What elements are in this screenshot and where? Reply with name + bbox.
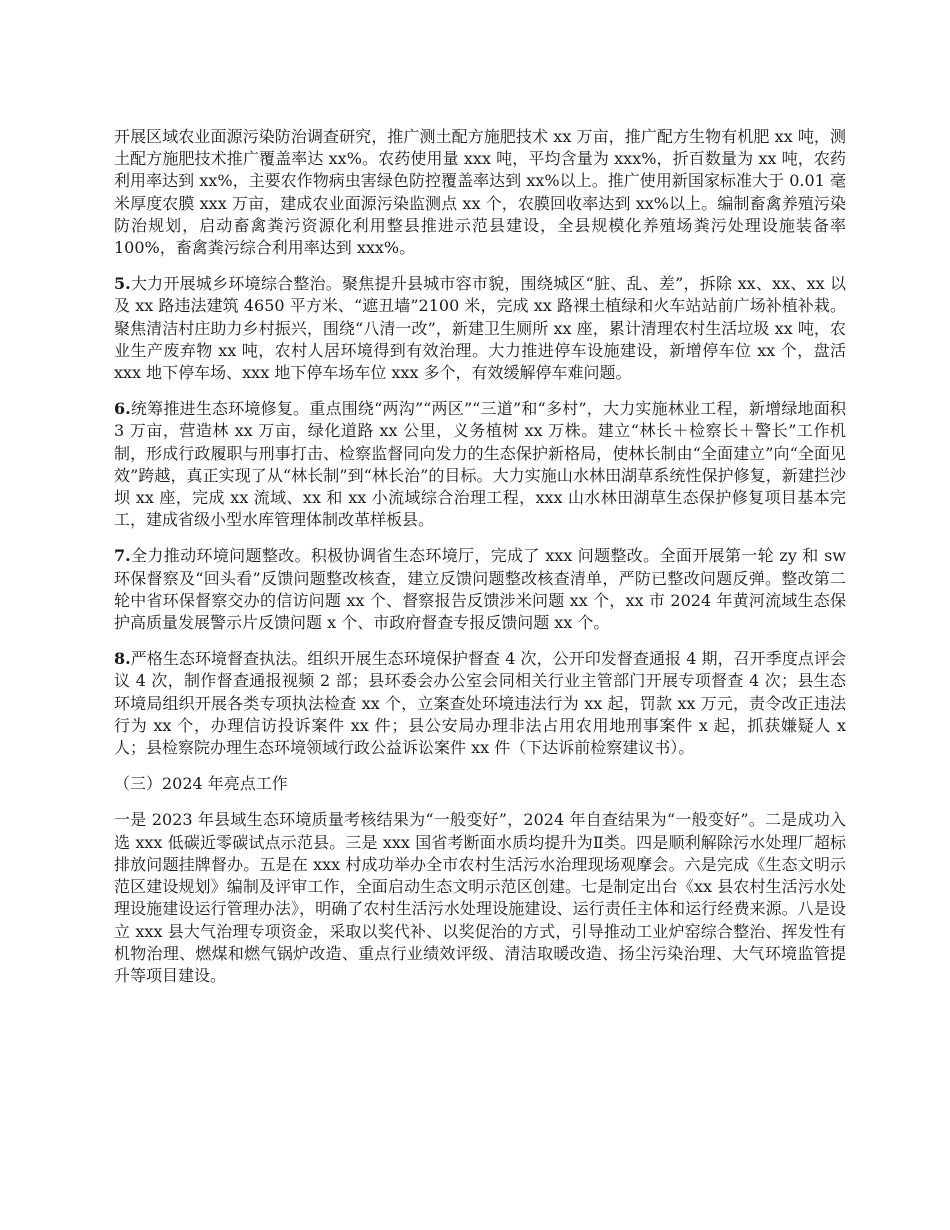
paragraph-number: 7.	[114, 546, 131, 566]
paragraph-urban-rural-remediation	[114, 273, 846, 384]
paragraph-text: 大力开展城乡环境综合整治。聚焦提升县城市容市貌，围绕城区“脏、乱、差”，拆除 xx、xx、xx 以及 xx 路违法建筑 4650 平方米、“遮丑墙”2100 米，完成 xx 路裸土植绿和火车站站前广场补植补栽。聚焦清洁村庄助力乡村振兴，围绕“八清一改”，新建卫生厕所 xx 座，累计清理农村生活垃圾 xx 吨，农业生产废弃物 xx 吨，农村人居环境得到有效治理。大力推进停车设施建设，新增停车位 xx 个，盘活 xxx 地下停车场、xxx 地下停车场车位 xxx 多个，有效缓解停车难问题。	[114, 274, 846, 383]
paragraph-text: 一是 2023 年县域生态环境质量考核结果为“一般变好”，2024 年自查结果为“一般变好”。二是成功入选 xxx 低碳近零碳试点示范县。三是 xxx 国省考断面水质均提升为Ⅱ类。四是顺利解除污水处理厂超标排放问题挂牌督办。五是在 xxx 村成功举办全市农村生活污水治理现场观摩会。六是完成《生态文明示范区建设规划》编制及评审工作，全面启动生态文明示范区创建。七是制定出台《xx 县农村生活污水处理设施建设运行管理办法》，明确了农村生活污水处理设施建设、运行责任主体和运行经费来源。八是设立 xxx 县大气治理专项资金，采取以奖代补、以奖促治的方式，引导推动工业炉窑综合整治、挥发性有机物治理、燃煤和燃气锅炉改造、重点行业绩效评级、清洁取暖改造、扬尘污染治理、大气环境监管提升等项目建设。	[114, 810, 846, 985]
paragraph-number: 6.	[114, 399, 131, 419]
paragraph-number: 8.	[114, 649, 131, 669]
paragraph-number: 5.	[114, 274, 131, 294]
paragraph-text: 全力推动环境问题整改。积极协调省生态环境厅，完成了 xxx 问题整改。全面开展第一轮 zy 和 sw 环保督察及“回头看”反馈问题整改核查，建立反馈问题整改核查清单，严防已整改问题反弹。整改第二轮中省环保督察交办的信访问题 xx 个、督察报告反馈涉米问题 xx 个，xx 市 2024 年黄河流域生态保护高质量发展警示片反馈问题 x 个、市政府督查专报反馈问题 xx 个。	[114, 546, 846, 633]
paragraph-ecological-restoration	[114, 398, 846, 531]
paragraph-agri-pollution	[114, 126, 846, 259]
paragraph-text: 严格生态环境督查执法。组织开展生态环境保护督查 4 次，公开印发督查通报 4 期，召开季度点评会议 4 次，制作督查通报视频 2 部；县环委会办公室会同相关行业主管部门开展专项督查 4 次；县生态环境局组织开展各类专项执法检查 xx 个，立案查处环境违法行为 xx 起，罚款 xx 万元，责令改正违法行为 xx 个，办理信访投诉案件 xx 件；县公安局办理非法占用农用地刑事案件 x 起，抓获嫌疑人 x 人；县检察院办理生态环境领域行政公益诉讼案件 xx 件（下达诉前检察建议书）。	[114, 649, 846, 758]
paragraph-problem-rectification	[114, 545, 846, 634]
section-heading: （三）2024 年亮点工作	[114, 774, 288, 794]
paragraph-inspection-enforcement	[114, 648, 846, 759]
paragraph-text: 开展区域农业面源污染防治调查研究，推广测土配方施肥技术 xx 万亩，推广配方生物有机肥 xx 吨，测土配方施肥技术推广覆盖率达 xx%。农药使用量 xxx 吨，平均含量为 xxx%，折百数量为 xx 吨，农药利用率达到 xx%，主要农作物病虫害绿色防控覆盖率达到 xx%以上。推广使用新国家标准大于 0.01 毫米厚度农膜 xxx 万亩，建成农业面源污染监测点 xx 个，农膜回收率达到 xx%以上。编制畜禽养殖污染防治规划，启动畜禽粪污资源化利用整县推进示范县建设，全县规模化养殖场粪污处理设施装备率 100%，畜禽粪污综合利用率达到 xxx%。	[114, 127, 846, 258]
paragraph-text: 统筹推进生态环境修复。重点围绕“两沟”“两区”“三道”和“多村”，大力实施林业工程，新增绿地面积 3 万亩，营造林 xx 万亩，绿化道路 xx 公里，义务植树 xx 万株。建立“林长＋检察长＋警长”工作机制，形成行政履职与刑事打击、检察监督同向发力的生态保护新格局，使林长制由“全面建立”向“全面见效”跨越，真正实现了从“林长制”到“林长治”的目标。大力实施山水林田湖草系统性保护修复，新建拦沙坝 xx 座，完成 xx 流域、xx 和 xx 小流域综合治理工程，xxx 山水林田湖草生态保护修复项目基本完工，建成省级小型水库管理体制改革样板县。	[114, 399, 846, 530]
paragraph-highlights	[114, 809, 846, 987]
document-body	[114, 126, 846, 1001]
